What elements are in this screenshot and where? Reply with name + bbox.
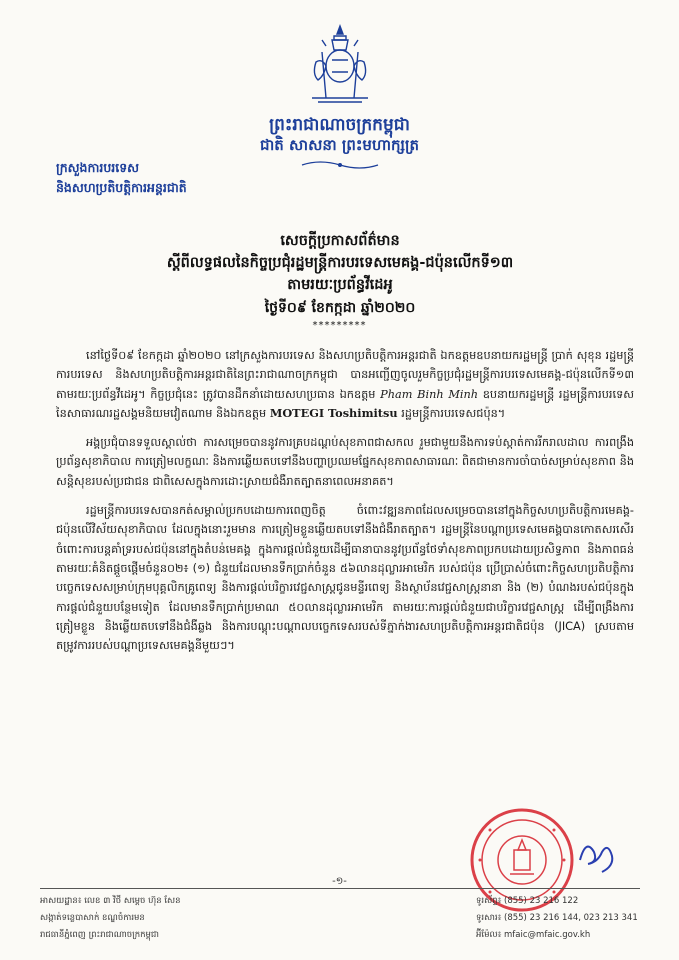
national-motto: ជាតិ សាសនា ព្រះមហាក្សត្រ: [260, 136, 419, 154]
document-body: [56, 346, 634, 665]
footer-phone: ទូរស័ព្ទ៖ (855) 23 216 122: [476, 896, 579, 906]
paragraph-1-part-c: រដ្ឋមន្ត្រីការបរទេសជប៉ុន។: [401, 406, 506, 420]
paragraph-3: រដ្ឋមន្ត្រីការបរទេសបានកត់សម្គាល់ប្រកបដោយការពេញចិត្ត ចំពោះវឌ្ឍនភាពដែលសម្រេចបាននៅក្នុងកិច្ចសហប្រតិបត្តិការមេគង្គ-ជប៉ុនលើវិស័យសុខាភិបាល ដែលក្នុងនោះរួមមាន ការត្រៀមខ្លួនឆ្លើយតបទៅនឹងជំងឺរាតត្បាត។ រដ្ឋមន្ត្រីនៃបណ្ដាប្រទេសមេគង្គបានកោតសរសើរចំពោះការបន្តគាំទ្ររបស់ជប៉ុននៅក្នុងតំបន់មេគង្គ ក្នុងការផ្ដល់ជំនួយដើម្បីធានាបាននូវប្រព័ន្ធថែទាំសុខភាពប្រកបដោយប្រសិទ្ធភាព និងភាពធន់ តាមរយៈគំនិតផ្ដួចផ្ដើមចំនួន០២៖ (១) ជំនួយដែលមានទឹកប្រាក់ចំនួន ៥៦លានដុល្លារអាមេរិក របស់ជប៉ុន ប្រើប្រាស់ចំពោះកិច្ចសហប្រតិបត្តិការបច្ចេកទេសសម្រាប់ក្រុមបុគ្គលិកគ្រូពេទ្យ និងការផ្ដល់បរិក្ខារវេជ្ជសាស្ត្រជូនមន្ទីរពេទ្យ និងស្ថាប័នវេជ្ជសាស្ត្រនានា និង (២) បំណងរបស់ជប៉ុនក្នុងការផ្ដល់ជំនួយបន្ថែមទៀត ដែលមានទឹកប្រាក់ប្រមាណ ៥០លានដុល្លារអាមេរិក តាមរយៈការផ្ដល់ជំនួយជាបរិក្ខារវេជ្ជសាស្ត្រ ដើម្បីពង្រឹងការត្រៀមខ្លួន និងឆ្លើយតបទៅនឹងជំងឺឆ្លង និងការបណ្ដុះបណ្ដាលបច្ចេកទេសរបស់ទីភ្នាក់ងារសហប្រតិបត្តិការអន្តរជាតិជប៉ុន (JICA) ស្របតាមតម្រូវការរបស់បណ្ដាប្រទេសមេគង្គនីមួយៗ។: [56, 504, 634, 653]
royal-arms-emblem-icon: [298, 22, 382, 106]
paragraph-1-part-a: នៅថ្ងៃទី០៩ ខែកក្កដា ឆ្នាំ២០២០ នៅក្រសួងការបរទេស និងសហប្រតិបត្តិការអន្តរជាតិ ឯកឧត្តមឧបនាយករដ្ឋមន្ត្រី ប្រាក់ សុខុន រដ្ឋមន្ត្រីការបរទេស និងសហប្រតិបត្តិការអន្តរជាតិនៃព្រះរាជាណាចក្រកម្ពុជា បានអញ្ជើញចូលរួមកិច្ចប្រជុំរដ្ឋមន្ត្រីការបរទេសមេគង្គ-ជប៉ុនលើកទី១៣ តាមរយៈប្រព័ន្ធវីដេអូ។ កិច្ចប្រជុំនេះ ត្រូវបានដឹកនាំដោយសហប្រធាន ឯកឧត្តម: [56, 349, 634, 401]
ministry-name-line2: និងសហប្រតិបត្តិការអន្តរជាតិ: [56, 180, 187, 195]
co-chair-name: Pham Binh Minh: [380, 387, 479, 401]
paragraph-1-part-b: ឧបនាយករដ្ឋមន្ត្រី រដ្ឋមន្ត្រីការបរទេសនៃសាធារណរដ្ឋសង្គមនិយមវៀតណាម និងឯកឧត្តម: [56, 387, 634, 420]
document-title: សេចក្ដីប្រកាសព័ត៌មាន: [280, 233, 400, 249]
document-subject-line2: តាមរយៈប្រព័ន្ធវីដេអូ: [287, 277, 393, 293]
footer-divider: [40, 888, 640, 889]
document-date: ថ្ងៃទី០៩ ខែកក្កដា ឆ្នាំ២០២០: [264, 300, 416, 316]
address-line-2: សង្កាត់ទន្លេបាសាក់ ខណ្ឌចំការមន: [40, 913, 145, 923]
footer-address: [40, 893, 360, 944]
footer-email[interactable]: អ៊ីម៉ែល៖ mfaic@mfaic.gov.kh: [476, 930, 591, 940]
ornament-divider-icon: [300, 160, 380, 170]
footer-contact: [476, 893, 676, 944]
kingdom-name: ព្រះរាជាណាចក្រកម្ពុជា: [269, 115, 410, 135]
address-line-1: អាសយដ្ឋាន៖ លេខ ៣ វិថី សម្ដេច ហ៊ុន សែន: [40, 896, 181, 906]
page-number: -១-: [332, 876, 347, 887]
paragraph-2: អង្គប្រជុំបានទទួលស្គាល់ថា ការសម្រេចបាននូវការគ្របដណ្ដប់សុខភាពជាសកល រួមជាមួយនឹងការទប់ស្កាត់ការរីករាលដាល ការពង្រឹងប្រព័ន្ធសុខាភិបាល ការត្រៀមលក្ខណៈ និងការឆ្លើយតបទៅនឹងបញ្ហាប្រឈមផ្នែកសុខភាពសាធារណៈ ពិតជាមានការចាំបាច់សម្រាប់សុខភាព និងសន្តិសុខរបស់ប្រជាជន ជាពិសេសក្នុងការដោះស្រាយជំងឺរាតត្បាតនាពេលអនាគត។: [56, 436, 634, 488]
paragraph-1: [56, 346, 634, 423]
co-chair-name-2: MOTEGI Toshimitsu: [269, 405, 398, 420]
document-subject: ស្ដីពីលទ្ធផលនៃកិច្ចប្រជុំរដ្ឋមន្ត្រីការបរទេសមេគង្គ-ជប៉ុនលើកទី១៣: [166, 255, 514, 271]
title-separator: *********: [312, 320, 367, 331]
address-line-3: រាជធានីភ្នំពេញ ព្រះរាជាណាចក្រកម្ពុជា: [40, 930, 159, 940]
ministry-name: ក្រសួងការបរទេស: [56, 160, 140, 175]
footer-fax: ទូរសារ៖ (855) 23 216 144, 023 213 341: [476, 913, 638, 923]
handwritten-signature-icon: [570, 830, 630, 880]
